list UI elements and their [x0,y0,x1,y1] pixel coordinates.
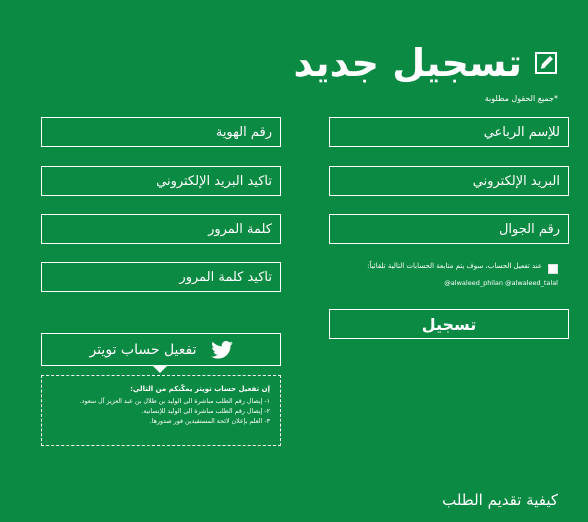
twitter-icon [211,341,233,359]
required-fields-note: *جميع الحقول مطلوبة [484,94,558,103]
activate-twitter-label: تفعيل حساب تويتر [89,341,197,358]
twitter-benefit-item: ٢- إيصال رقم الطلب مباشرة الى الوليد للإنسانية. [141,407,270,415]
twitter-benefits-title: إن تفعيل حساب تويتر يمكّنكم من التالي: [130,385,270,393]
follow-consent-label: عند تفعيل الحساب، سوف يتم متابعة الحسابات التالية تلقائياً: [367,262,542,270]
follow-consent [318,262,558,274]
password-field-wrapper [41,214,281,244]
email-field-wrapper [329,166,569,196]
password-input[interactable] [42,215,280,243]
full-name-input[interactable] [330,118,568,146]
activate-twitter-button[interactable] [41,333,281,366]
full-name-field-wrapper [329,117,569,147]
twitter-benefits-box [41,375,281,446]
follow-accounts: @alwaleed_philan @alwaleed_talal [444,279,558,287]
register-button[interactable]: تسجيل [329,309,569,339]
edit-icon [534,51,558,75]
email-input[interactable] [330,167,568,195]
mobile-field-wrapper [329,214,569,244]
mobile-input[interactable] [330,215,568,243]
password-confirm-input[interactable] [42,263,280,291]
password-confirm-field-wrapper [41,262,281,292]
twitter-benefit-item: ٣- العلم بإعلان لائحة المستفيدين فور صدورها. [149,418,270,426]
follow-consent-checkbox[interactable] [548,264,558,274]
page-header [258,38,558,88]
page-title: تسجيل جديد [293,41,522,85]
national-id-field-wrapper [41,117,281,147]
twitter-benefit-item: ١- إيصال رقم الطلب مباشرة الى الوليد بن طلال بن عبد العزيز آل سعود. [79,397,270,405]
email-confirm-field-wrapper [41,166,281,196]
national-id-input[interactable] [42,118,280,146]
info-box-pointer [153,366,167,373]
email-confirm-input[interactable] [42,167,280,195]
how-to-apply-heading: كيفية تقديم الطلب [442,491,558,509]
